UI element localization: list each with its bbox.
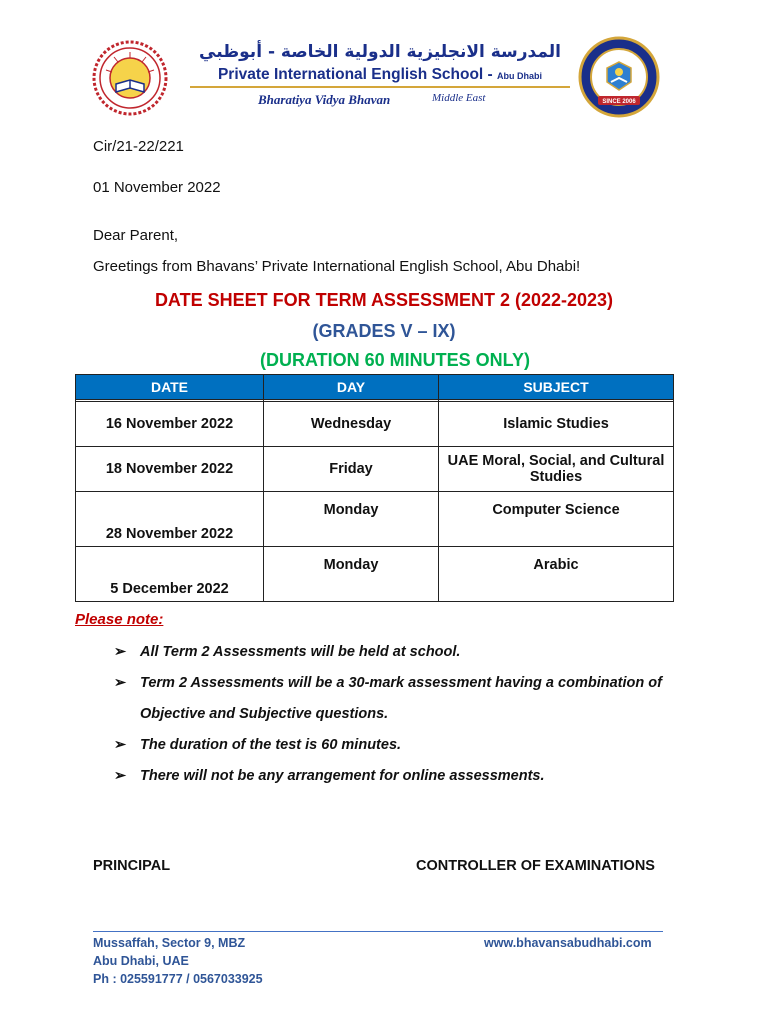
table-row [76,402,674,447]
arrow-bullet-icon: ➢ [114,737,127,753]
school-name-arabic: المدرسة الانجليزية الدولية الخاصة - أبوظبي [199,42,561,62]
bhavan-emblem-icon [578,36,660,118]
footer-address-line2: Abu Dhabi, UAE [93,954,189,968]
row-subject: Islamic Studies [439,402,674,447]
footer-divider [93,931,663,932]
arrow-bullet-icon: ➢ [114,644,127,660]
region-name: Middle East [432,92,486,104]
row-day: Wednesday [264,402,439,447]
row-date: 28 November 2022 [76,492,264,547]
row-subject: Computer Science [439,492,674,547]
row-day: Monday [264,492,439,547]
row-date: 16 November 2022 [76,402,264,447]
school-city: Abu Dhabi [497,71,543,81]
table-row [76,547,674,602]
duration-title: (DURATION 60 MINUTES ONLY) [259,350,531,370]
circular-number: Cir/21-22/221 [93,138,184,155]
header-divider [190,86,570,88]
row-date: 18 November 2022 [76,447,264,492]
list-item: ➢ Term 2 Assessments will be a 30-mark assessment having a combination of Objective and Subjective questions. [114,668,694,730]
principal-signature: PRINCIPAL [93,858,171,874]
notes-list [114,637,694,792]
list-item: ➢ All Term 2 Assessments will be held at school. [114,637,694,668]
letter-date: 01 November 2022 [93,179,221,196]
header-subject: SUBJECT [439,375,674,400]
arrow-bullet-icon: ➢ [114,675,127,691]
header-date: DATE [76,375,264,400]
row-subject: Arabic [439,547,674,602]
arrow-bullet-icon: ➢ [114,768,127,784]
grades-title: (GRADES V – IX) [312,321,456,341]
notes-heading: Please note: [75,611,164,628]
group-name: Bharatiya Vidya Bhavan [258,92,391,107]
date-sheet-table [75,374,674,602]
row-day: Friday [264,447,439,492]
controller-signature: CONTROLLER OF EXAMINATIONS [416,858,655,874]
school-name-english: Private International English School - Abu Dhabi [217,66,543,83]
footer-website-link[interactable]: www.bhavansabudhabi.com [484,936,652,950]
list-item: ➢ The duration of the test is 60 minutes. [114,730,694,761]
row-date: 5 December 2022 [76,547,264,602]
table-row [76,447,674,492]
footer-phone: Ph : 025591777 / 0567033925 [93,972,263,986]
header-day: DAY [264,375,439,400]
row-subject: UAE Moral, Social, and Cultural Studies [439,447,674,492]
table-row [76,492,674,547]
list-item: ➢ There will not be any arrangement for online assessments. [114,761,694,792]
footer-address-line1: Mussaffah, Sector 9, MBZ [93,936,246,950]
date-sheet-title: DATE SHEET FOR TERM ASSESSMENT 2 (2022-2023) [154,290,614,310]
table-header-row [76,375,674,400]
salutation: Dear Parent, [93,227,179,244]
greeting: Greetings from Bhavans’ Private International English School, Abu Dhabi! [93,258,581,275]
row-day: Monday [264,547,439,602]
since-badge: SINCE 2006 [602,99,636,105]
school-crest-icon [92,40,168,116]
